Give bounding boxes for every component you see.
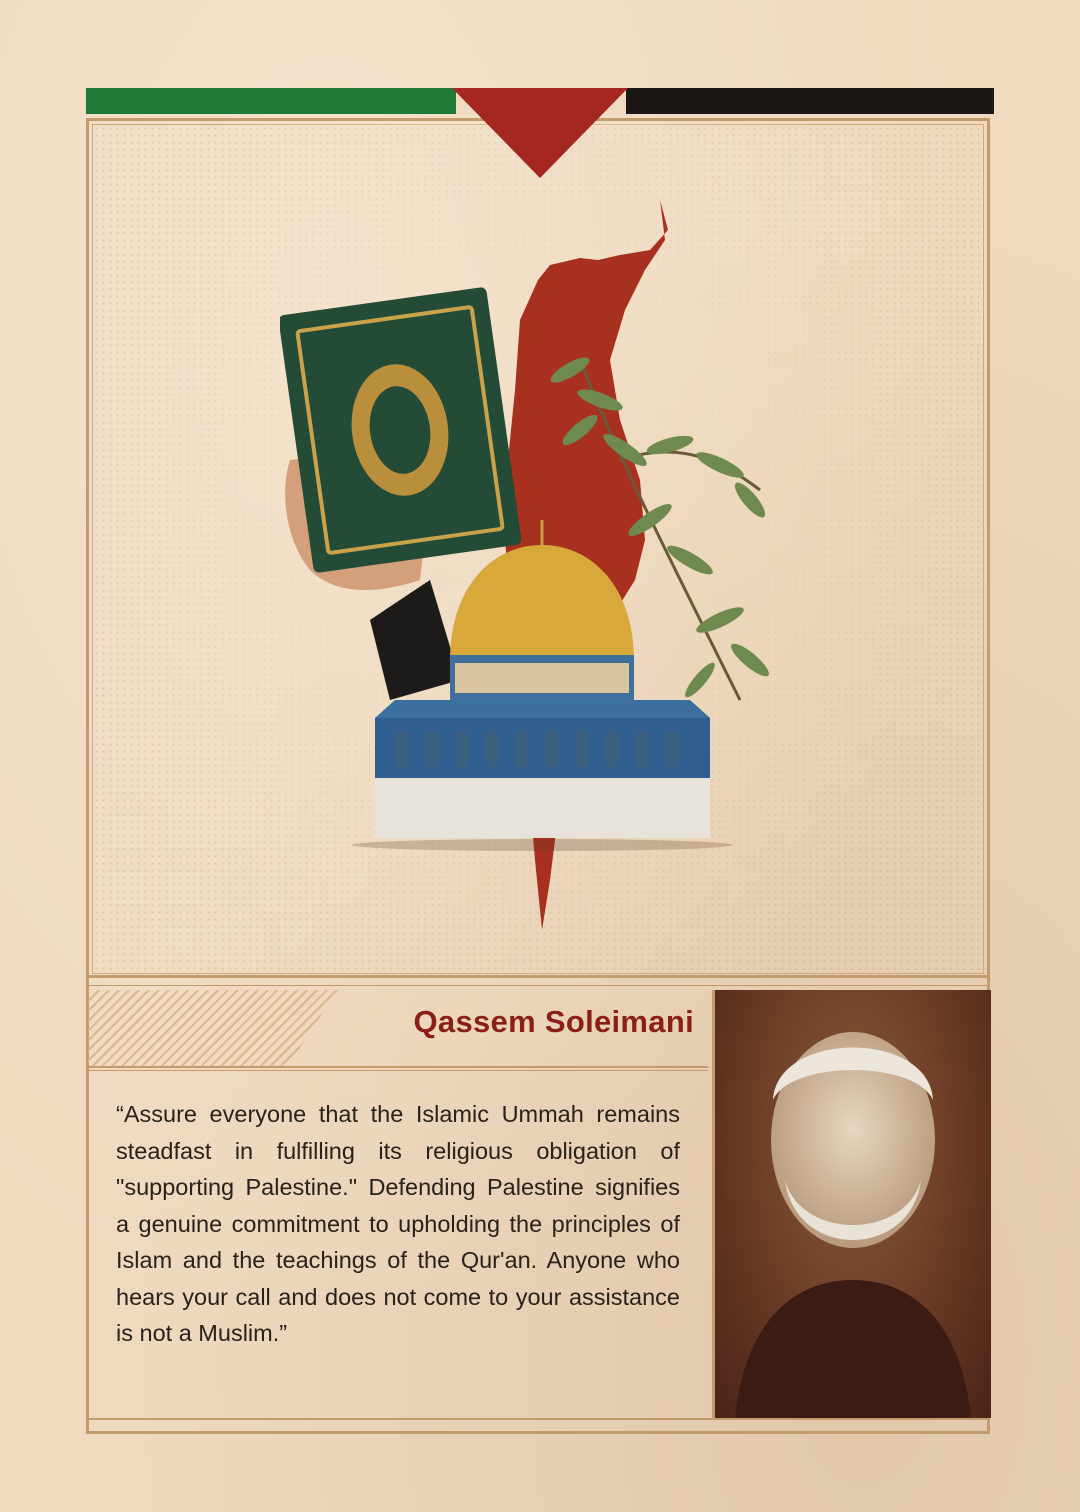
name-underline xyxy=(88,1066,708,1068)
portrait-illustration xyxy=(715,990,991,1418)
portrait-photo xyxy=(712,990,991,1418)
bottom-rule xyxy=(88,1418,988,1420)
quran-book-icon xyxy=(280,287,522,574)
section-divider-thin xyxy=(88,985,988,986)
name-band xyxy=(88,990,708,1066)
person-name: Qassem Soleimani xyxy=(413,1004,694,1039)
hatch-pattern xyxy=(88,990,338,1066)
quote-text: “Assure everyone that the Islamic Ummah remains steadfast in fulfilling its religious obligation of "supporting Palestine." Defending Palestine signifies a genuine commitment to upholding the principles of Islam and the teachings of the Qur'an. Anyone who hears your call and does not come to your assistance is not a Muslim.” xyxy=(116,1101,680,1346)
sleeve xyxy=(370,580,460,700)
section-divider xyxy=(88,975,988,978)
central-illustration xyxy=(280,160,820,960)
